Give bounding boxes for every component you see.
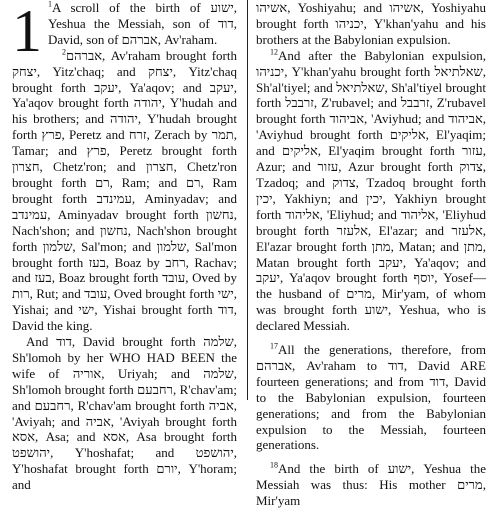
verse-text: And after the Babylonian expulsion, יכניהו, Y'khan'yahu brought forth שאלתיאל, Sh'al'tiyel; and שאלתיאל, Sh'al'tiyel brought forth זרבבל, Z'rubavel; and זרבבל, Z'rubavel brought forth אביהוד, 'Aviyhud; and אביהוד, 'Aviyhud brought forth אליקים, El'yaqim; and אליקים, El'yaqim brought forth עזור, Azur; and עזור, Azur brought forth צדוק, Tzadoq; and צדוק, Tzadoq brought forth יכין, Yakhiyn; and יכין, Yakhiyn brought forth אליהוד, 'Eliyhud; and אליהוד, 'Eliyhud brought forth אלעזר, El'azar; and אלעזר, El'azar brought forth מתן, Matan; and מתן, Matan brought forth יעקב, Ya'aqov; and יעקב, Ya'aqov brought forth יוסף, Yosef—the husband of מרים, Mir'yam, of whom was brought forth ישוע, Yeshua, who is declared Messiah. [256,47,487,334]
right-column [256,0,486,509]
verse-paragraph [256,342,486,453]
verse-text: אשיהו, Yoshiyahu; and אשיהו, Yoshiyahu brought forth יכניהו, Y'khan'yahu and his brothers at the Babylonian expulsion. [256,0,486,47]
verse-paragraph [256,461,486,509]
chapter-number: 1 [12,0,42,64]
verse-paragraph [12,334,237,493]
verse-text: A scroll of the birth of ישוע, Yeshua the Messiah, son of דוד, David, son of אברהם, Av'raham. [48,0,237,47]
verse-paragraph [12,0,237,48]
verse-number: 17 [270,341,278,351]
verse-text: All the generations, therefore, from אברהם, Av'raham to דוד, David ARE fourteen generations; and from דוד, David to the Babylonian expulsion, fourteen generations; and from the Babylonian expulsion to the Messiah, fourteen generations. [256,342,486,453]
verse-paragraph [12,48,237,334]
column-divider [247,0,248,400]
left-column [12,0,237,493]
verse-number: 18 [270,461,278,471]
verse-number: 2 [62,47,66,57]
verse-text: And דוד, David brought forth שלמה, Sh'lomoh by her WHO HAD BEEN the wife of אוריה, Uriyah; and שלמה, Sh'lomoh brought forth רחבעם, R'chav'am; and רחבעם, R'chav'am brought forth אביה, 'Aviyah; and אביה, 'Aviyah brought forth אסא, Asa; and אסא, Asa brought forth יהושפט, Y'hoshafat; and יהושפט, Y'hoshafat brought forth יורם, Y'horam; and [12,334,238,493]
verse-number: 12 [270,47,278,57]
verse-paragraph [256,0,486,48]
verse-text: אברהם, Av'raham brought forth יצחק, Yitz'chaq; and יצחק, Yitz'chaq brought forth יעקב, Ya'aqov; and יעקב, Ya'aqov brought forth יהודה, Y'hudah and his brothers; and יהודה, Y'hudah brought forth פרץ, Peretz and זרח, Zerach by תמר, Tamar; and פרץ, Peretz brought forth חצרון, Chetz'ron; and חצרון, Chetz'ron brought forth רם, Ram; and רם, Ram brought forth עמינדב, Aminyadav; and עמינדב, Aminyadav brought forth נחשון, Nach'shon; and נחשון, Nach'shon brought forth שלמון, Sal'mon; and שלמון, Sal'mon brought forth בעז, Boaz by רחב, Rachav; and בעז, Boaz brought forth עובד, Oved by רות, Rut; and עובד, Oved brought forth ישי, Yishai; and ישי, Yishai brought forth דוד, David the king. [12,47,238,334]
verse-text: And the birth of ישוע, Yeshua the Messiah was thus: His mother מרים, Mir'yam [256,461,487,509]
verse-number: 1 [48,0,52,9]
verse-paragraph [256,48,486,334]
